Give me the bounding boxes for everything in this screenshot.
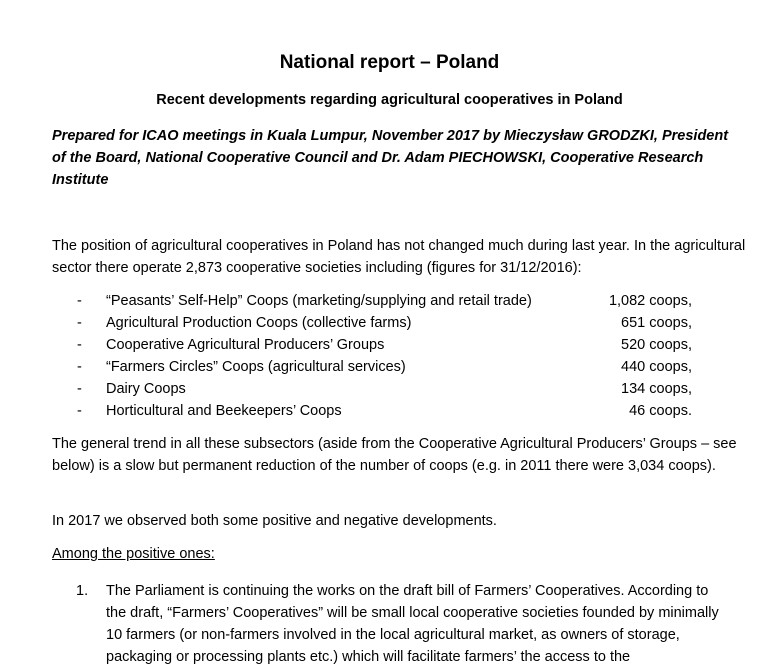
coop-type: “Peasants’ Self-Help” Coops (marketing/supplying and retail trade) — [106, 293, 532, 309]
list-bullet: - — [77, 315, 82, 331]
list-bullet: - — [77, 381, 82, 397]
list-bullet: - — [77, 359, 82, 375]
coop-count: 46 coops. — [629, 403, 692, 419]
list-item — [52, 356, 692, 378]
trend-paragraph: The general trend in all these subsectors (aside from the Cooperative Agricultural Producers’ Groups – see below) is a slow but permanent reduction of the number of coops (e.g. in 2011 there were 3,034 coops). — [52, 436, 737, 474]
prepared-by-note: Prepared for ICAO meetings in Kuala Lumpur, November 2017 by Mieczysław GRODZKI, President of the Board, National Cooperative Council and Dr. Adam PIECHOWSKI, Cooperative Research Institute — [52, 128, 729, 188]
item-text: The Parliament is continuing the works on the draft bill of Farmers’ Cooperatives. According to the draft, “Farmers’ Cooperatives” will be small local cooperative societies founded by minimally 10 farmers (or non-farmers involved in the local agricultural market, as owners of storage, packaging or processing plants etc.) which will facilitate farmers’ the access to the — [106, 583, 719, 665]
document-subtitle: Recent developments regarding agricultural cooperatives in Poland — [156, 92, 623, 108]
document-title: National report – Poland — [279, 52, 500, 73]
coop-count: 134 coops, — [621, 381, 692, 397]
positive-heading: Among the positive ones: — [52, 546, 215, 562]
coop-type: Agricultural Production Coops (collective farms) — [106, 315, 412, 331]
item-number: 1. — [76, 583, 89, 599]
list-bullet: - — [77, 403, 82, 419]
list-item — [52, 378, 692, 400]
intro-paragraph: The position of agricultural cooperatives in Poland has not changed much during last year. In the agricultural sector there operate 2,873 cooperative societies including (figures for 31/12/2016): — [52, 238, 746, 276]
coop-count: 1,082 coops, — [608, 293, 692, 309]
coop-type: Cooperative Agricultural Producers’ Groups — [106, 337, 385, 353]
coop-count: 651 coops, — [621, 315, 692, 331]
coop-type: “Farmers Circles” Coops (agricultural services) — [106, 359, 406, 375]
observed-paragraph: In 2017 we observed both some positive and negative developments. — [52, 513, 497, 529]
list-item — [52, 290, 692, 312]
list-bullet: - — [77, 293, 82, 309]
list-bullet: - — [77, 337, 82, 353]
coop-count: 440 coops, — [621, 359, 692, 375]
list-item — [52, 400, 692, 422]
list-item — [52, 312, 692, 334]
coop-count: 520 coops, — [621, 337, 692, 353]
coop-type: Horticultural and Beekeepers’ Coops — [106, 403, 342, 419]
list-item — [52, 334, 692, 356]
coop-type: Dairy Coops — [106, 381, 186, 397]
coop-list — [52, 290, 692, 422]
